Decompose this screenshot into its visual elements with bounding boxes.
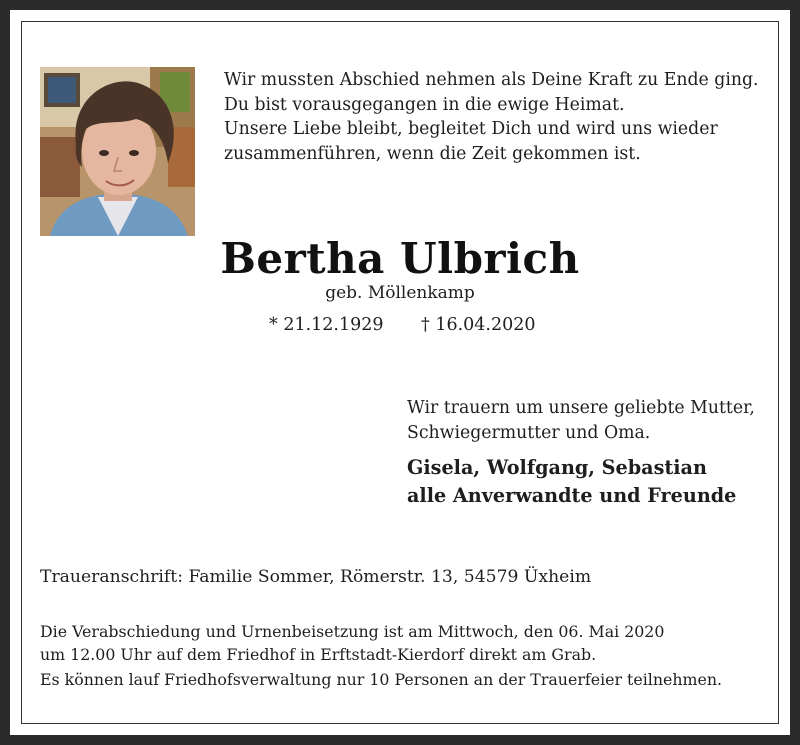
death-date: † 16.04.2020 <box>421 315 536 335</box>
verse-line: Du bist vorausgegangen in die ewige Heimat. <box>224 94 625 115</box>
mourning-line: Wir trauern um unsere geliebte Mutter, <box>407 398 755 418</box>
mourning-statement <box>407 396 767 446</box>
mourning-address: Traueranschrift: Familie Sommer, Römerstr. 13, 54579 Üxheim <box>40 567 592 587</box>
memorial-verse <box>224 68 784 167</box>
birth-date: * 21.12.1929 <box>269 315 384 335</box>
birth-name: geb. Möllenkamp <box>325 283 475 303</box>
survivor-line: Gisela, Wolfgang, Sebastian <box>407 456 707 479</box>
service-line: um 12.00 Uhr auf dem Friedhof in Erftstadt-Kierdorf direkt am Grab. <box>40 644 597 664</box>
service-line: Die Verabschiedung und Urnenbeisetzung ist am Mittwoch, den 06. Mai 2020 <box>40 622 665 641</box>
mourning-line: Schwiegermutter und Oma. <box>407 423 651 443</box>
service-details <box>40 621 664 666</box>
deceased-name: Bertha Ulbrich <box>220 234 580 283</box>
survivors-list <box>407 454 777 510</box>
portrait-photo <box>40 67 195 236</box>
verse-line: zusammenführen, wenn die Zeit gekommen ist. <box>224 144 641 165</box>
attendance-notice: Es können lauf Friedhofsverwaltung nur 10 Personen an der Trauerfeier teilnehmen. <box>40 670 723 689</box>
verse-line: Unsere Liebe bleibt, begleitet Dich und wird uns wieder <box>224 119 718 140</box>
survivor-line: alle Anverwandte und Freunde <box>407 484 737 507</box>
verse-line: Wir mussten Abschied nehmen als Deine Kraft zu Ende ging. <box>224 70 759 90</box>
